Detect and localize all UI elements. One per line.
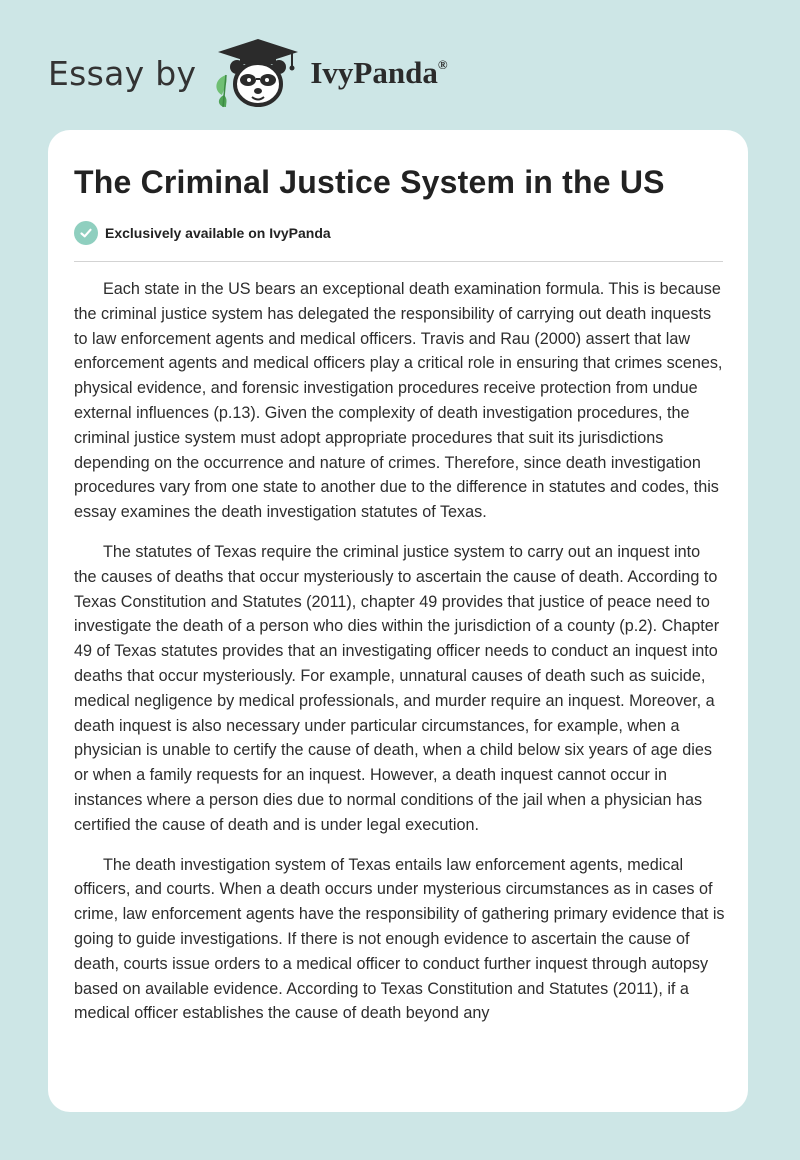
paragraph: Each state in the US bears an exceptional death examination formula. This is because the criminal justice system has delegated the responsibility of carrying out death inquests to law enforcement agents and medical officers. Travis and Rau (2000) assert that law enforcement agents and medical officers play a critical role in ensuring that crimes scenes, physical evidence, and forensic investigation procedures receive protection from undue external influences (p.13). Given the complexity of death investigation procedures, the criminal justice system must adopt appropriate procedures that suit its jurisdictions depending on the occurrence and nature of crimes. Therefore, since death investigation procedures vary from one state to another due to the difference in statutes and codes, this essay examines the death investigation statutes of Texas. (74, 280, 723, 522)
site-header (48, 38, 448, 108)
ivy-leaf-icon (217, 75, 227, 107)
badge-label: Exclusively available on IvyPanda (105, 225, 331, 241)
ivypanda-logo[interactable] (212, 37, 447, 109)
panda-graduation-cap-logo (212, 37, 304, 109)
essay-body (74, 277, 726, 1041)
divider (74, 261, 723, 262)
paragraph: The statutes of Texas require the criminal justice system to carry out an inquest into the causes of deaths that occur mysteriously to ascertain the cause of death. According to Texas Constitution and Statutes (2011), chapter 49 provides that justice of peace need to investigate the death of a person who dies within the jurisdiction of a county (p.2). Chapter 49 of Texas statutes provides that an investigating officer needs to conduct an inquest into deaths that occur mysteriously. For example, unnatural causes of death such as suicide, medical negligence by medical professionals, and murder require an inquest. Moreover, a death inquest is also necessary under particular circumstances, for example, when a physician is unable to certify the cause of death, when a child below six years of age dies or when a family requests for an inquest. However, a death inquest cannot occur in instances where a person dies due to normal conditions of the jail when a physician has certified the cause of death and is under legal execution. (74, 542, 720, 834)
essay-card (48, 130, 748, 1112)
page-title: The Criminal Justice System in the US (74, 164, 665, 200)
essay-by-label: Essay by (48, 53, 197, 93)
exclusive-badge (74, 221, 331, 245)
brand-name: IvyPanda® (310, 55, 448, 90)
paragraph: The death investigation system of Texas entails law enforcement agents, medical officers, and courts. When a death occurs under mysterious circumstances as in cases of crime, law enforcement agents have the responsibility of gathering primary evidence that is going to guide investigations. If there is not enough evidence to ascertain the cause of death, courts issue orders to a medical officer to conduct further inquest through autopsy based on available evidence. According to Texas Constitution and Statutes (2011), if a medical officer establishes the cause of death beyond any (74, 855, 725, 1023)
check-icon (74, 221, 98, 245)
